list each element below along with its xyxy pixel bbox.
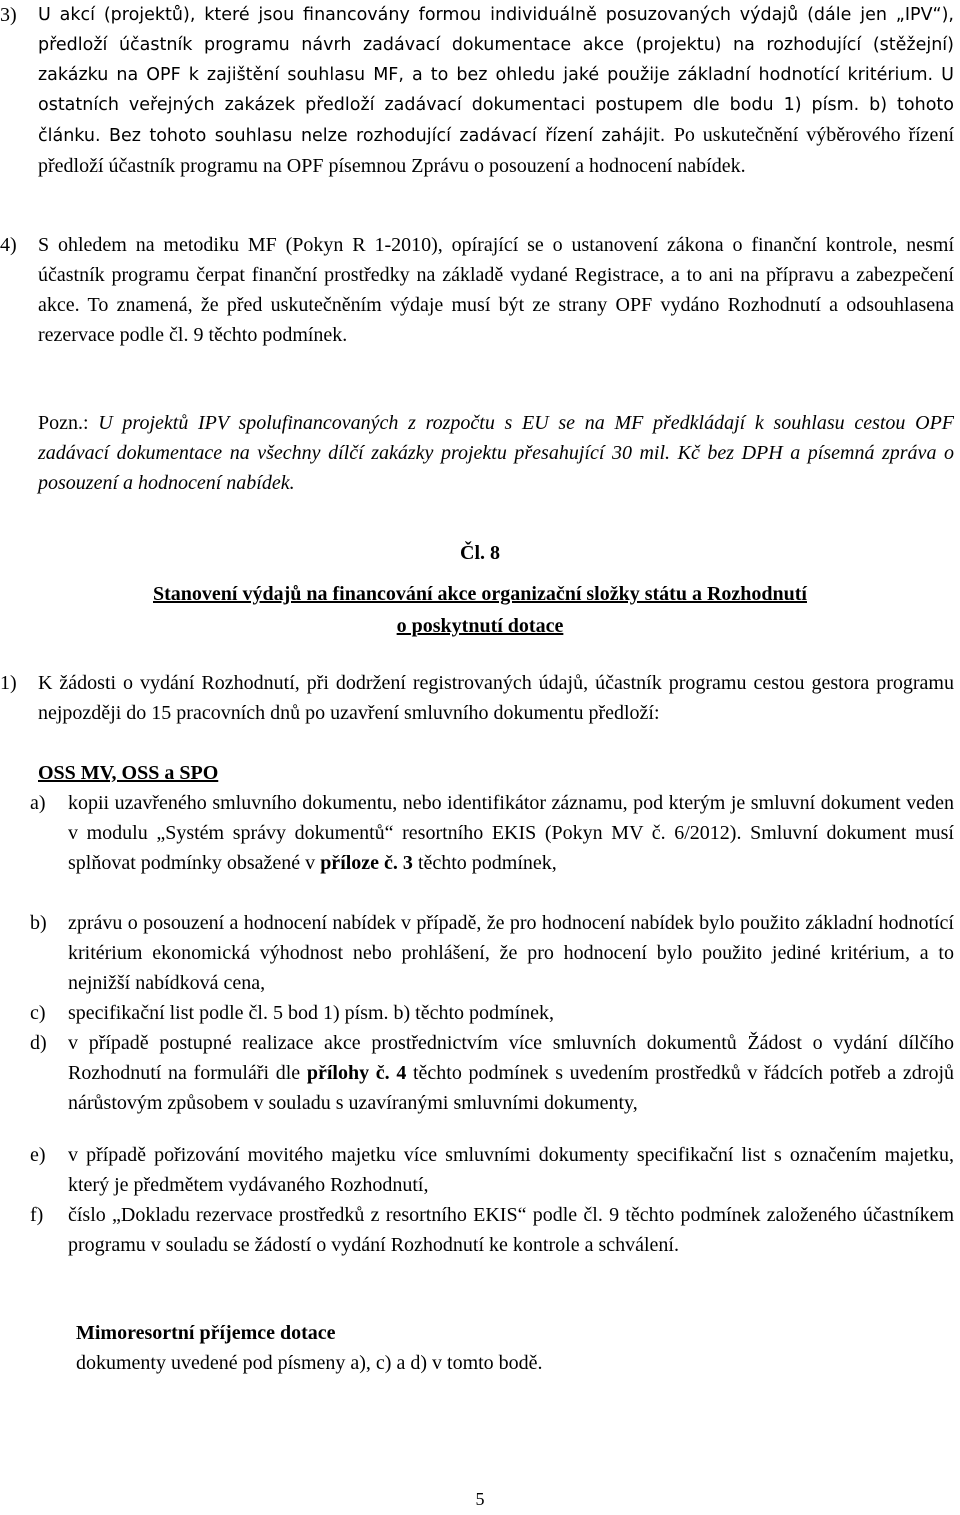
list-item-d-tail: těchto podmínek s uvedením prostředků v řádcích potřeb a zdrojů nárůstovým způsobem v souladu s uzavíranými smluvními dokumenty,: [68, 1062, 954, 1114]
article-title-line-1: Stanovení výdajů na financování akce organizační složky státu a Rozhodnutí: [153, 583, 807, 605]
list-item-a-text: [68, 788, 954, 878]
list-item-d-body: v případě postupné realizace akce prostřednictvím více smluvních dokumentů Žádost o vydání dílčího Rozhodnutí na formuláři dle: [68, 1032, 954, 1084]
article-title-line-2: o poskytnutí dotace: [396, 615, 564, 637]
list-item-a: [0, 788, 960, 878]
list-item-a-tail: těchto podmínek,: [417, 852, 557, 874]
page-number: 5: [475, 1489, 485, 1509]
note: [38, 408, 954, 498]
list-item-a-label: a): [30, 792, 46, 814]
oss-heading: OSS MV, OSS a SPO: [38, 762, 219, 784]
list-item-c-label: c): [30, 1002, 46, 1024]
article-number: Čl. 8: [460, 542, 500, 564]
article-title: [0, 578, 960, 642]
list-item-b-label: b): [30, 912, 47, 934]
list-item-e: [0, 1140, 960, 1200]
list-item-e-label: e): [30, 1144, 46, 1166]
list-item-d-label: d): [30, 1032, 47, 1054]
list-item-f-text: číslo „Dokladu rezervace prostředků z resortního EKIS“ podle čl. 9 těchto podmínek založeného účastníkem programu v souladu se žádostí o vydání Rozhodnutí ke kontrole a schválení.: [68, 1204, 954, 1256]
paragraph-3-text: [38, 0, 954, 182]
list-item-d-text: [68, 1028, 954, 1118]
paragraph-3-label: 3): [0, 4, 17, 26]
list-item-c: [0, 998, 960, 1028]
list-item-f-label: f): [30, 1204, 44, 1226]
list-item-a-body: kopii uzavřeného smluvního dokumentu, nebo identifikátor záznamu, pod kterým je smluvní dokument veden v modulu „Systém správy dokumentů“ resortního EKIS (Pokyn MV č. 6/2012). Smluvní dokument musí splňovat podmínky obsažené v: [68, 792, 954, 874]
mimoresort-text: dokumenty uvedené pod písmeny a), c) a d) v tomto bodě.: [76, 1352, 543, 1374]
list-item-d: [0, 1028, 960, 1118]
mimoresort-section: [76, 1318, 954, 1378]
list-item-f: [0, 1200, 960, 1260]
list-item-a-bold: příloze č. 3: [320, 852, 413, 874]
list-item-b-text: zprávu o posouzení a hodnocení nabídek v případě, že pro hodnocení nabídek bylo použito základní hodnotící kritérium ekonomická výhodnost nebo prohlášení, že pro hodnocení bylo použito jediné kritérium, a to nejnižší nabídková cena,: [68, 912, 954, 994]
note-lead: Pozn.:: [38, 412, 89, 434]
paragraph-3: [0, 0, 960, 182]
paragraph-1-label: 1): [0, 672, 17, 694]
list-item-e-text: v případě pořizování movitého majetku více smluvními dokumenty specifikační list s označením majetku, který je předmětem vydávaného Rozhodnutí,: [68, 1144, 954, 1196]
note-text: U projektů IPV spolufinancovaných z rozpočtu s EU se na MF předkládají k souhlasu cestou OPF zadávací dokumentace na všechny dílčí zakázky projektu přesahující 30 mil. Kč bez DPH a písemná zpráva o posouzení a hodnocení nabídek.: [38, 412, 954, 494]
paragraph-4-label: 4): [0, 234, 17, 256]
paragraph-4: [0, 230, 960, 350]
mimoresort-heading: Mimoresortní příjemce dotace: [76, 1322, 336, 1344]
paragraph-1: [0, 668, 960, 728]
paragraph-3-text-a: U akcí (projektů), které jsou financovány formou individuálně posuzovaných výdajů (dále jen „IPV“), předloží účastník programu návrh zadávací dokumentace akce (projektu) na rozhodující (stěžejní) zakázku na OPF k zajištění souhlasu MF, a to bez ohledu jaké použije základní hodnotící kritérium. U ostatních veřejných zakázek předloží zadávací dokumentaci postupem dle bodu 1) písm. b) tohoto článku. Bez tohoto souhlasu nelze rozhodující zadávací řízení zahájit.: [38, 5, 954, 146]
list-item-d-bold: přílohy č. 4: [306, 1062, 407, 1084]
list-item-c-text: specifikační list podle čl. 5 bod 1) písm. b) těchto podmínek,: [68, 1002, 555, 1024]
paragraph-4-text: S ohledem na metodiku MF (Pokyn R 1-2010), opírající se o ustanovení zákona o finanční kontrole, nesmí účastník programu čerpat finanční prostředky na základě vydané Registrace, a to ani na přípravu a zabezpečení akce. To znamená, že před uskutečněním výdaje musí být ze strany OPF vydáno Rozhodnutí a odsouhlasena rezervace podle čl. 9 těchto podmínek.: [38, 234, 954, 346]
list-item-b: [0, 908, 960, 998]
paragraph-3-text-b: Po uskutečnění výběrového řízení předloží účastník programu na OPF písemnou Zprávu o posouzení a hodnocení nabídek.: [38, 124, 954, 177]
paragraph-1-text: K žádosti o vydání Rozhodnutí, při dodržení registrovaných údajů, účastník programu cestou gestora programu nejpozději do 15 pracovních dnů po uzavření smluvního dokumentu předloží:: [38, 672, 954, 724]
